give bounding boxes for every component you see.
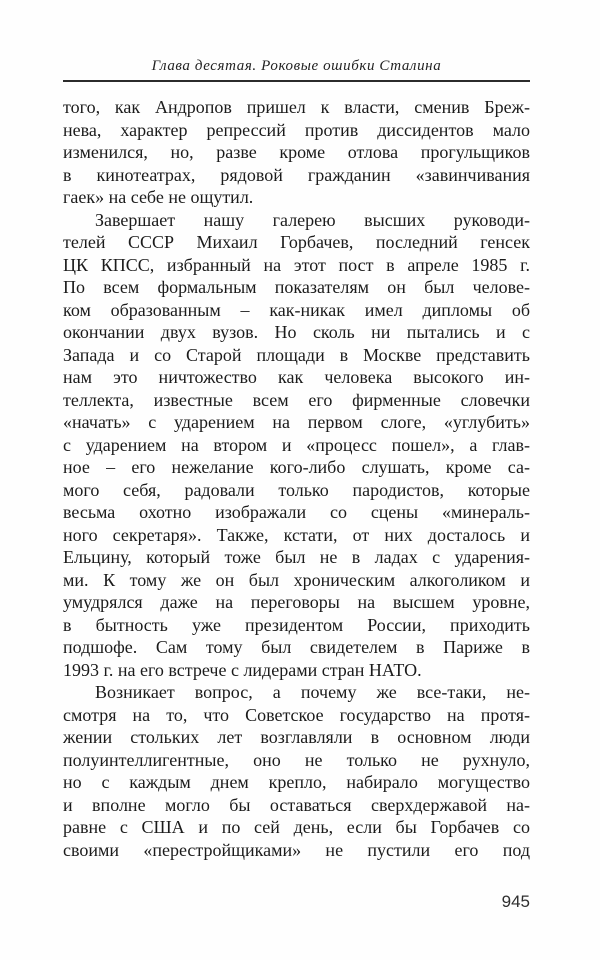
chapter-title: Глава десятая. Роковые ошибки Сталина [151,58,442,74]
paragraph [63,209,530,682]
text-line: того, как Андропов пришел к власти, сменив Бреж- [63,97,530,117]
text-line: весьма охотно изображали со сцены «минераль- [63,502,530,522]
text-line: с ударением на втором и «процесс пошел», а глав- [63,434,530,455]
paragraph [63,96,530,209]
text-line: телей СССР Михаил Горбачев, последний генсек [63,232,530,252]
text-line: в кинотеатрах, рядовой гражданин «завинчивания [63,164,530,185]
paragraph [63,681,530,861]
text-line: ми. К тому же он был хроническим алкоголиком и [63,569,530,590]
text-line: своими «перестройщиками» не пустили его под [63,839,530,860]
text-line: 1993 г. на его встрече с лидерами стран НАТО. [63,659,422,680]
text-line: полуинтеллигентные, оно не только не рухнуло, [63,749,530,770]
text-line: мого себя, радовали только пародистов, которые [63,479,530,500]
text-line: окончании двух вузов. Но сколь ни пытались и с [63,322,530,342]
text-line: нам это ничтожество как человека высокого ин- [63,367,530,387]
text-line: Возникает вопрос, а почему же все-таки, не- [95,682,530,702]
text-line: Завершает нашу галерею высших руководи- [95,209,530,230]
text-line: умудрялся даже на переговоры на высшем уровне, [63,592,530,612]
running-header [63,58,530,82]
text-line: но с каждым днем крепло, набирало могущество [63,772,530,792]
text-line: ного секретаря». Также, кстати, от них досталось и [63,524,530,545]
text-line: подшофе. Сам тому был свидетелем в Париже в [63,637,530,657]
text-line: «начать» с ударением на первом слоге, «углубить» [63,412,530,432]
text-line: теллекта, известные всем его фирменные словечки [63,389,530,410]
text-line: ком образованным – как-никак имел дипломы об [63,299,530,320]
text-line: смотря на то, что Советское государство на протя- [63,704,530,725]
text-line: жении стольких лет возглавляли в основном люди [63,727,530,747]
text-line: ЦК КПСС, избранный на этот пост в апреле 1985 г. [63,254,530,275]
text-column [63,96,530,861]
text-line: изменился, но, разве кроме отлова прогульщиков [63,142,530,162]
text-line: гаек» на себе не ощутил. [63,187,254,207]
text-line: нева, характер репрессий против диссидентов мало [63,119,530,140]
text-line: и вполне могло бы оставаться сверхдержавой на- [63,794,530,815]
text-line: в бытность уже президентом России, приходить [63,614,530,635]
text-line: Ельцину, который тоже был не в ладах с ударения- [63,547,530,567]
text-line: Запада и со Старой площади в Москве представить [63,344,530,365]
text-line: По всем формальным показателям он был челове- [63,277,530,297]
text-line: ное – его нежелание кого-либо слушать, кроме са- [63,457,530,477]
text-line: равне с США и по сей день, если бы Горбачев со [63,817,530,837]
page-number: 945 [501,892,530,911]
